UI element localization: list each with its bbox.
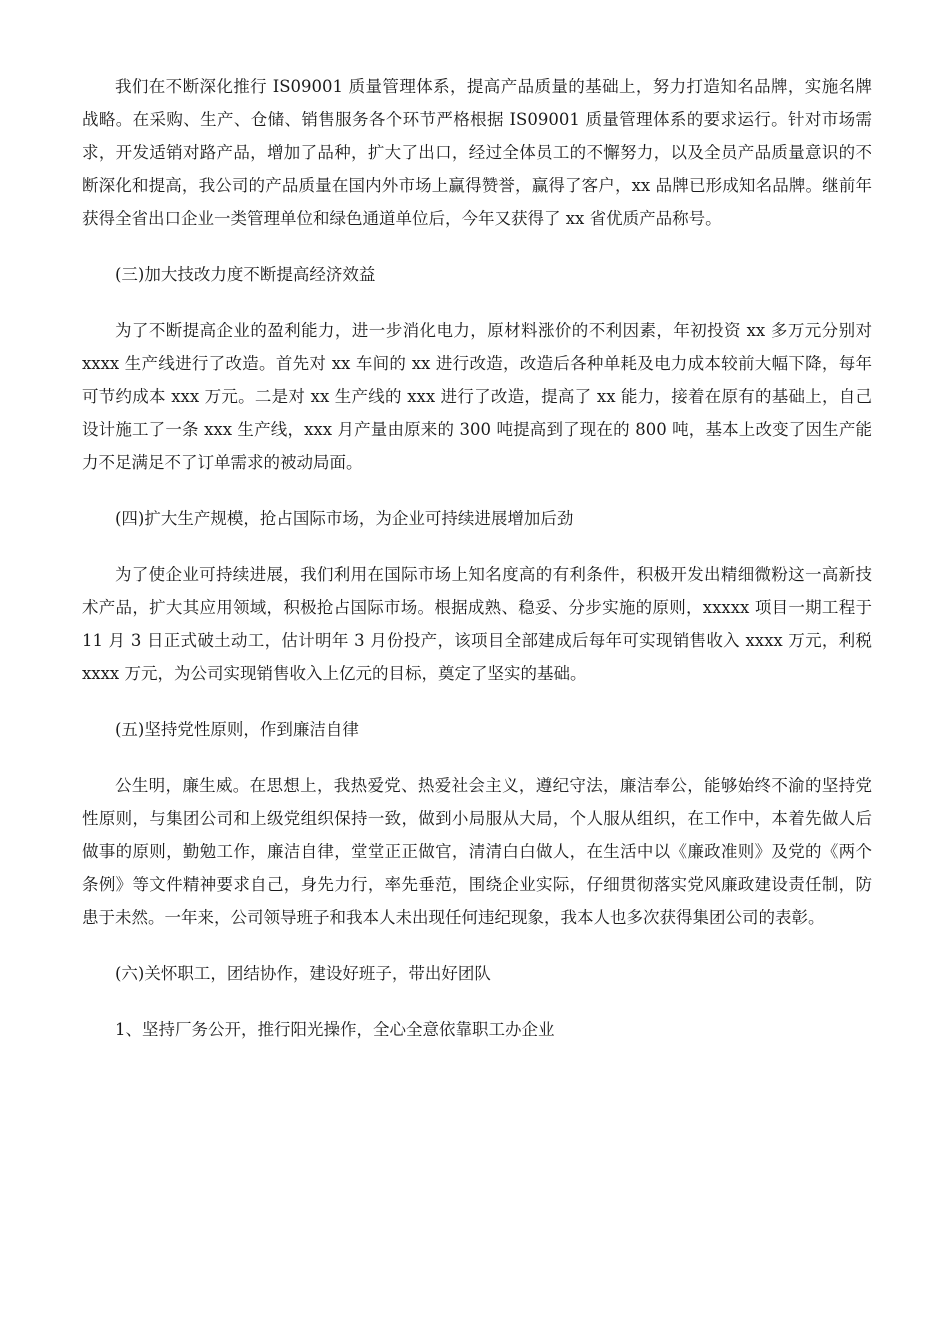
paragraph-integrity: 公生明，廉生威。在思想上，我热爱党、热爱社会主义，遵纪守法，廉洁奉公，能够始终不渝的坚持党性原则，与集团公司和上级党组织保持一致，做到小局服从大局，个人服从组织，在工作中，本着先做人后做事的原则，勤勉工作，廉洁自律，堂堂正正做官，清清白白做人，在生活中以《廉政准则》及党的《两个条例》等文件精神要求自己，身先力行，率先垂范，围绕企业实际，仔细贯彻落实党风廉政建设责任制，防患于未然。一年来，公司领导班子和我本人未出现任何违纪现象，我本人也多次获得集团公司的表彰。 (82, 776, 872, 927)
document-body (82, 70, 872, 1069)
paragraph-expand-scale: 为了使企业可持续进展，我们利用在国际市场上知名度高的有利条件，积极开发出精细微粉这一高新技术产品，扩大其应用领域，积极抢占国际市场。根据成熟、稳妥、分步实施的原则，xxxxx 项目一期工程于 11 月 3 日正式破土动工，估计明年 3 月份投产，该项目全部建成后每年可实现销售收入 xxxx 万元，利税 xxxx 万元，为公司实现销售收入上亿元的目标，奠定了坚实的基础。 (82, 565, 872, 683)
section-heading-5: (五)坚持党性原则，作到廉洁自律 (115, 720, 359, 739)
section-heading-4: (四)扩大生产规模，抢占国际市场，为企业可持续进展增加后劲 (115, 509, 574, 528)
paragraph-quality-management: 我们在不断深化推行 IS09001 质量管理体系，提高产品质量的基础上，努力打造知名品牌，实施名牌战略。在采购、生产、仓储、销售服务各个环节严格根据 IS09001 质量管理体系的要求运行。针对市场需求，开发适销对路产品，增加了品种，扩大了出口，经过全体员工的不懈努力，以及全员产品质量意识的不断深化和提高，我公司的产品质量在国内外市场上赢得赞誉，赢得了客户，xx 品牌已形成知名品牌。继前年获得全省出口企业一类管理单位和绿色通道单位后，今年又获得了 xx 省优质产品称号。 (82, 77, 872, 228)
section-heading-6: (六)关怀职工，团结协作，建设好班子，带出好团队 (115, 964, 491, 983)
paragraph-tech-upgrade: 为了不断提高企业的盈利能力，进一步消化电力，原材料涨价的不利因素，年初投资 xx 多万元分别对 xxxx 生产线进行了改造。首先对 xx 车间的 xx 进行改造，改造后各种单耗及电力成本较前大幅下降，每年可节约成本 xxx 万元。二是对 xx 生产线的 xxx 进行了改造，提高了 xx 能力，接着在原有的基础上，自己设计施工了一条 xxx 生产线，xxx 月产量由原来的 300 吨提高到了现在的 800 吨，基本上改变了因生产能力不足满足不了订单需求的被动局面。 (82, 321, 872, 472)
section-heading-3: (三)加大技改力度不断提高经济效益 (115, 265, 376, 284)
subsection-heading-1: 1、坚持厂务公开，推行阳光操作，全心全意依靠职工办企业 (115, 1020, 555, 1039)
